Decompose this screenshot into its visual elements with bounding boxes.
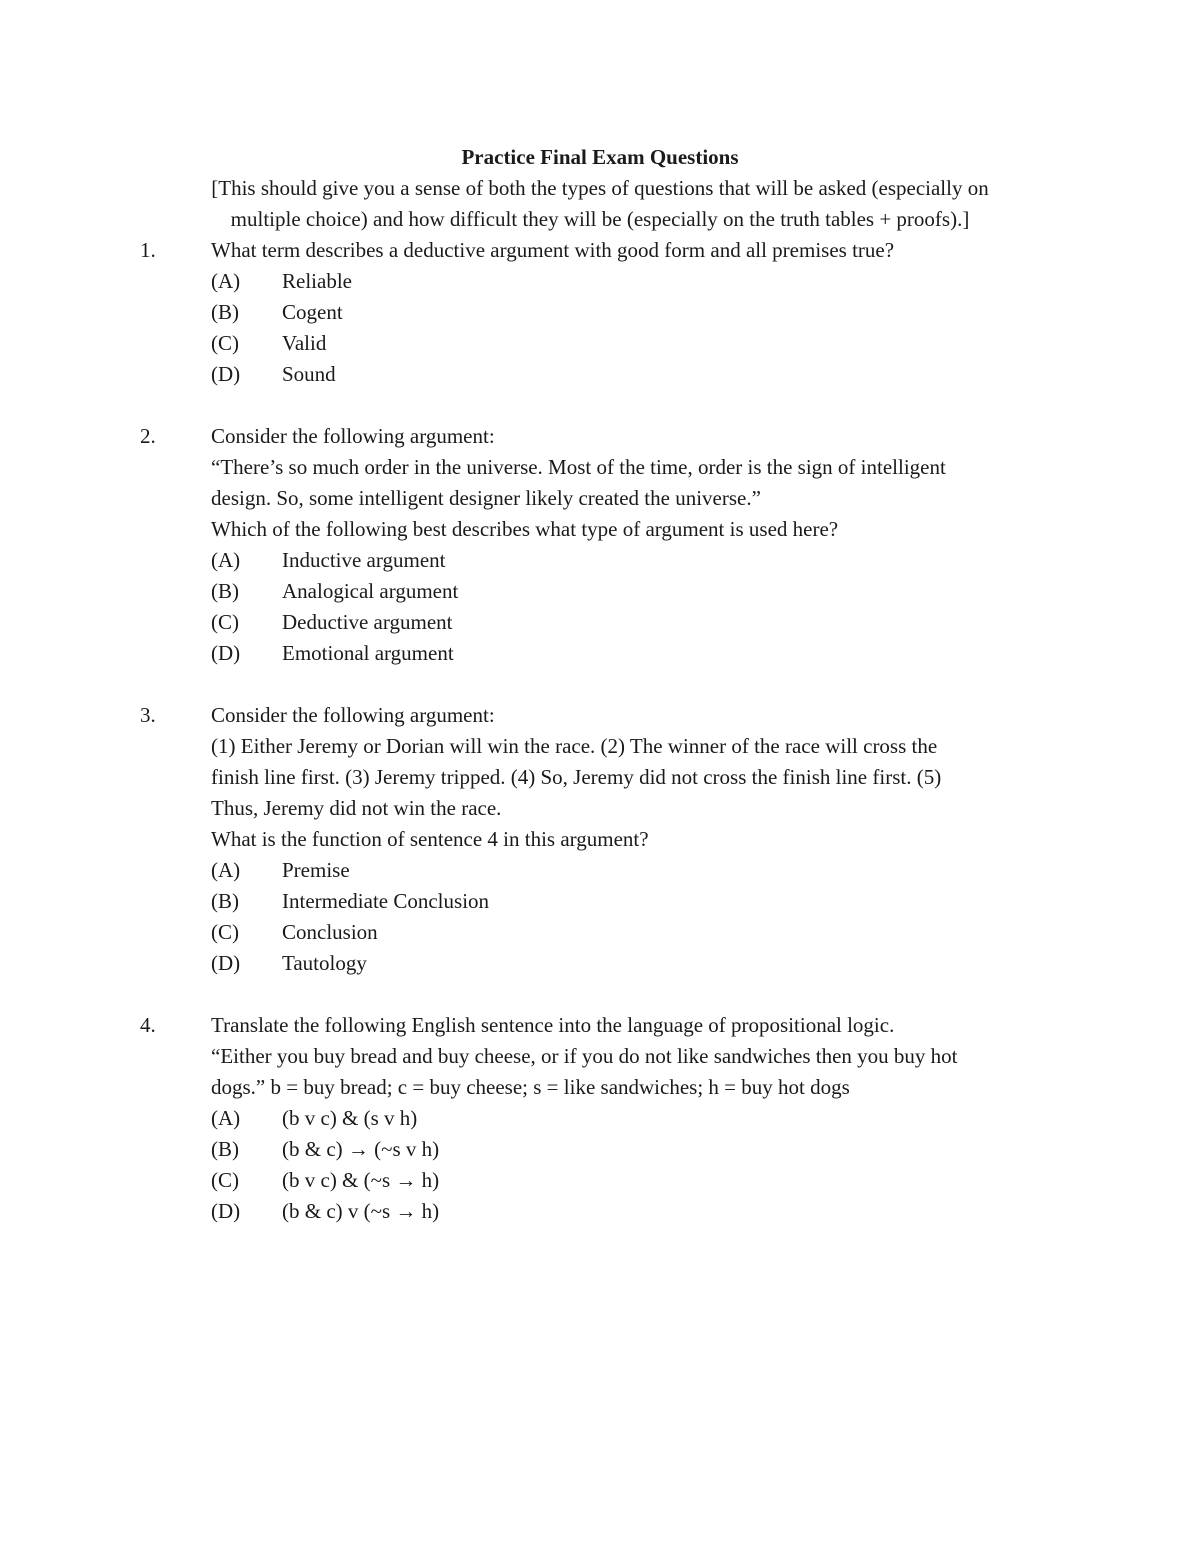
option-letter: (B) [211,1137,239,1161]
option-letter: (C) [211,610,239,634]
intro-note [150,173,1050,235]
option-letter: (B) [211,889,239,913]
question-text: Consider the following argument: [211,703,495,727]
option-text: (b v c) & (s v h) [282,1106,418,1130]
question-text: Translate the following English sentence into the language of propositional logic. [211,1013,895,1037]
option-a [211,266,1070,297]
option-b [211,576,1070,607]
option-letter: (A) [211,269,241,293]
option-text: Conclusion [282,920,378,944]
option-letter: (A) [211,858,241,882]
option-text: Deductive argument [282,610,453,634]
question-body [211,421,1070,669]
option-text: Sound [282,362,336,386]
question-text: “There’s so much order in the universe. Most of the time, order is the sign of intelligent [211,455,946,479]
question-number: 4. [140,1013,156,1037]
option-d [211,948,1070,979]
question-number: 1. [140,238,156,262]
question-body [211,1010,1070,1227]
option-b [211,297,1070,328]
option-text: Tautology [282,951,367,975]
question-text: design. So, some intelligent designer likely created the universe.” [211,486,761,510]
option-b [211,886,1070,917]
option-letter: (A) [211,1106,241,1130]
page-title: Practice Final Exam Questions [461,145,739,169]
question-2 [140,421,1070,669]
option-letter: (C) [211,1168,239,1192]
option-d [211,1196,1070,1227]
option-text: Analogical argument [282,579,459,603]
question-number: 3. [140,703,156,727]
question-text: Thus, Jeremy did not win the race. [211,796,502,820]
question-body [211,235,1070,390]
option-letter: (D) [211,362,241,386]
option-letter: (C) [211,920,239,944]
option-c [211,328,1070,359]
intro-line: [This should give you a sense of both the types of questions that will be asked (especially on [211,176,989,200]
question-number: 2. [140,424,156,448]
option-text: Reliable [282,269,352,293]
option-text: Valid [282,331,327,355]
option-text: Intermediate Conclusion [282,889,490,913]
option-a [211,855,1070,886]
option-letter: (B) [211,300,239,324]
option-b [211,1134,1070,1165]
option-c [211,1165,1070,1196]
option-a [211,545,1070,576]
option-letter: (D) [211,1199,241,1223]
option-letter: (B) [211,579,239,603]
option-text: Cogent [282,300,343,324]
option-letter: (D) [211,951,241,975]
option-letter: (A) [211,548,241,572]
option-text: Premise [282,858,350,882]
question-text: What is the function of sentence 4 in this argument? [211,827,649,851]
question-4 [140,1010,1070,1227]
question-text: (1) Either Jeremy or Dorian will win the race. (2) The winner of the race will cross the [211,734,938,758]
option-text: (b & c) → (~s v h) [282,1137,440,1161]
question-text: Which of the following best describes what type of argument is used here? [211,517,839,541]
question-text: “Either you buy bread and buy cheese, or if you do not like sandwiches then you buy hot [211,1044,958,1068]
option-text: (b & c) v (~s → h) [282,1199,440,1223]
question-body [211,700,1070,979]
option-text: Emotional argument [282,641,454,665]
question-text: Consider the following argument: [211,424,495,448]
intro-line: multiple choice) and how difficult they will be (especially on the truth tables + proofs).] [230,207,970,231]
option-c [211,917,1070,948]
option-d [211,638,1070,669]
option-text: (b v c) & (~s → h) [282,1168,440,1192]
question-1 [140,235,1070,390]
question-text: What term describes a deductive argument with good form and all premises true? [211,238,895,262]
option-a [211,1103,1070,1134]
question-text: finish line first. (3) Jeremy tripped. (4) So, Jeremy did not cross the finish line first. (5) [211,765,942,789]
option-d [211,359,1070,390]
option-c [211,607,1070,638]
option-text: Inductive argument [282,548,446,572]
option-letter: (C) [211,331,239,355]
question-3 [140,700,1070,979]
question-text: dogs.” b = buy bread; c = buy cheese; s = like sandwiches; h = buy hot dogs [211,1075,850,1099]
option-letter: (D) [211,641,241,665]
question-list [140,235,1070,1227]
